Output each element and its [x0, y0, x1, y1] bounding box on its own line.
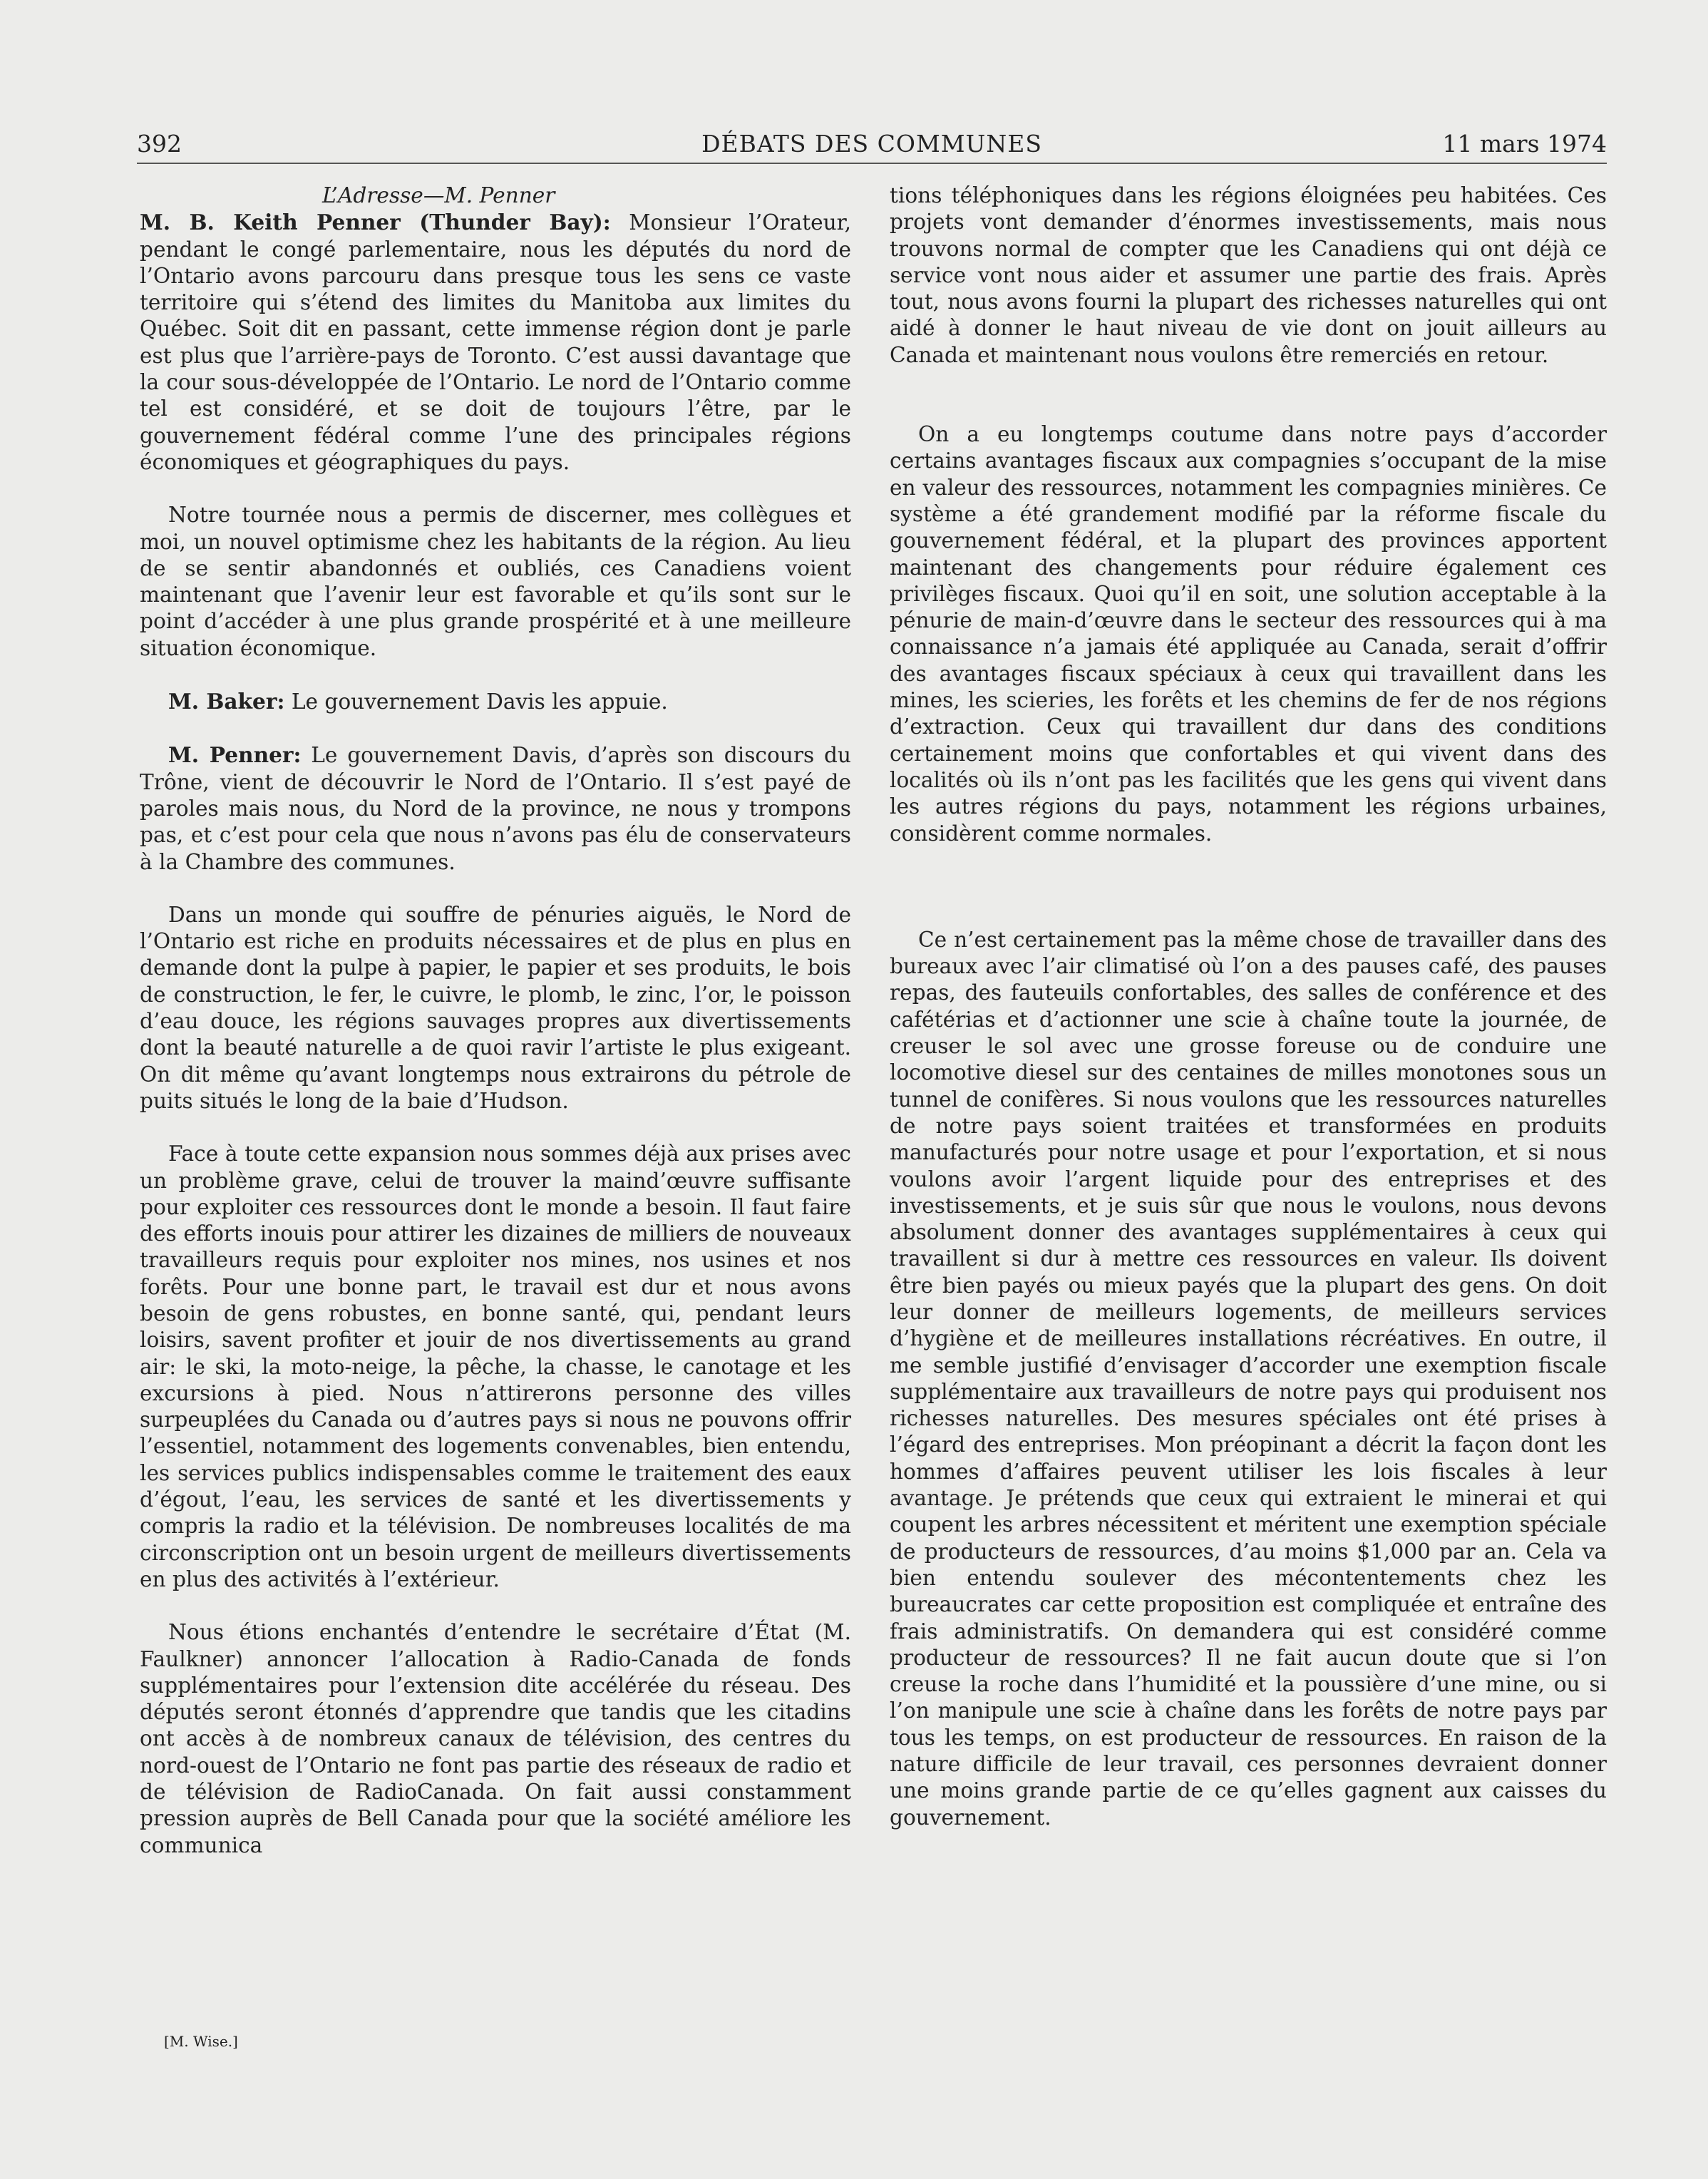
- paragraph: [140, 209, 851, 476]
- paragraph: [140, 742, 851, 875]
- paragraph: Dans un monde qui souffre de pénuries aiguës, le Nord de l’Ontario est riche en produits nécessaires et de plus en plus en demande dont la pulpe à papier, le papier et ses produits, le bois de construction, le fer, le cuivre, le plomb, le zinc, l’or, le poisson d’eau douce, les régions sauvages propres aux divertissements dont la beauté naturelle a de quoi ravir l’artiste le plus exigeant. On dit même qu’avant longtemps nous extrairons du pétrole de puits situés le long de la baie d’Hudson.: [140, 902, 851, 1113]
- publication-title: DÉBATS DES COMMUNES: [701, 130, 1042, 158]
- paragraph: Face à toute cette expansion nous sommes déjà aux prises avec un problème grave, celui de trouver la maind’œuvre suffisante pour exploiter ces ressources dont le monde a besoin. Il faut faire des efforts inouis pour attirer les dizaines de milliers de nouveaux travailleurs requis pour exploiter nos mines, nos usines et nos forêts. Pour une bonne part, le travail est dur et nous avons besoin de gens robustes, en bonne santé, qui, pendant leurs loisirs, savent profiter et jouir de nos divertissements au grand air: le ski, la moto-neige, la pêche, la chasse, le canotage et les excursions à pied. Nous n’attirerons personne des villes surpeuplées du Canada ou d’autres pays si nous ne pouvons offrir l’essentiel, notamment des logements convenables, bien entendu, les services publics indispensables comme le traitement des eaux d’égout, l’eau, les services de santé et les divertissements y compris la radio et la télévision. De nombreuses localités de ma circonscription ont un besoin urgent de meilleurs divertissements en plus des activités à l’extérieur.: [140, 1142, 851, 1591]
- publication-date: 11 mars 1974: [1442, 130, 1607, 158]
- paragraph: Nous étions enchantés d’entendre le secrétaire d’État (M. Faulkner) annoncer l’allocation à Radio-Canada de fonds supplémentaires pour l’extension dite accélérée du réseau. Des députés seront étonnés d’apprendre que tandis que les citadins ont accès à de nombreux canaux de télévision, des centres du nord-ouest de l’Ontario ne font pas partie des réseaux de radio et de télévision de RadioCanada. On fait aussi constamment pression auprès de Bell Canada pour que la société améliore les communica: [140, 1620, 851, 1857]
- paragraph: [140, 688, 851, 715]
- paragraph-text: Le gouvernement Davis, d’après son discours du Trône, vient de découvrir le Nord de l’Ontario. Il s’est payé de paroles mais nous, du Nord de la province, ne nous y trompons pas, et c’est pour cela que nous n’avons pas élu de conservateurs à la Chambre des communes.: [140, 743, 851, 874]
- footnote: [M. Wise.]: [164, 2033, 238, 2050]
- section-subheading: L’Adresse—M. Penner: [322, 183, 555, 207]
- left-column: [140, 183, 851, 1859]
- paragraph: On a eu longtemps coutume dans notre pays d’accorder certains avantages fiscaux aux compagnies s’occupant de la mise en valeur des ressources, notamment les compagnies minières. Ce système a été grandement modifié par la réforme fiscale du gouvernement fédéral, et la plupart des provinces apportent maintenant des changements pour réduire également ces privilèges fiscaux. Quoi qu’il en soit, une solution acceptable à la pénurie de main-d’œuvre dans le secteur des ressources qui à ma connaissance n’a jamais été appliquée au Canada, serait d’offrir des avantages fiscaux spéciaux à ceux qui travaillent dans les mines, les scieries, les forêts et les chemins de fer de nos régions d’extraction. Ceux qui travaillent dur dans des conditions certainement moins que confortables et qui vivent dans des localités où ils n’ont pas les facilités que les gens qui vivent dans les autres régions du pays, notamment les régions urbaines, considèrent comme normales.: [890, 422, 1607, 846]
- paragraph: tions téléphoniques dans les régions éloignées peu habitées. Ces projets vont demander d’énormes investissements, mais nous trouvons normal de compter que les Canadiens qui ont déjà ce service vont nous aider et assumer une partie des frais. Après tout, nous avons fourni la plupart des richesses naturelles qui ont aidé à donner le haut niveau de vie dont on jouit ailleurs au Canada et maintenant nous voulons être remerciés en retour.: [890, 183, 1607, 367]
- paragraph-text: Monsieur l’Orateur, pendant le congé parlementaire, nous les députés du nord de l’Ontario avons parcouru dans presque tous les sens ce vaste territoire qui s’étend des limites du Manitoba aux limites du Québec. Soit dit en passant, cette immense région dont je parle est plus que l’arrière-pays de Toronto. C’est aussi davantage que la cour sous-développée de l’Ontario. Le nord de l’Ontario comme tel est considéré, et se doit de toujours l’être, par le gouvernement fédéral comme l’une des principales régions économiques et géographiques du pays.: [140, 210, 851, 474]
- paragraph: Notre tournée nous a permis de discerner, mes collègues et moi, un nouvel optimisme chez les habitants de la région. Au lieu de se sentir abandonnés et oubliés, ces Canadiens voient maintenant que l’avenir leur est favorable et qu’ils sont sur le point d’accéder à une plus grande prospérité et à une meilleure situation économique.: [140, 503, 851, 660]
- speaker-name: M. B. Keith Penner (Thunder Bay):: [140, 210, 611, 235]
- page-number: 392: [137, 130, 182, 158]
- speaker-name: M. Penner:: [168, 742, 302, 768]
- paragraph-text: Le gouvernement Davis les appuie.: [284, 689, 668, 714]
- right-column: [890, 183, 1607, 1831]
- paragraph: Ce n’est certainement pas la même chose de travailler dans des bureaux avec l’air climatisé où l’on a des pauses café, des pauses repas, des fauteuils confortables, des salles de conférence et des cafétérias et d’actionner une scie à chaîne toute la journée, de creuser le sol avec une grosse foreuse ou de conduire une locomotive diesel sur des centaines de milles monotones sous un tunnel de conifères. Si nous voulons que les ressources naturelles de notre pays soient traitées et transformées en produits manufacturés pour notre usage et pour l’exportation, et si nous voulons avoir l’argent liquide pour des entreprises et des investissements, et je suis sûr que nous le voulons, nous devons absolument donner des avantages supplémentaires à ceux qui travaillent si dur à mettre ces ressources en valeur. Ils doivent être bien payés ou mieux payés que la plupart des gens. On doit leur donner de meilleurs logements, de meilleurs services d’hygiène et de meilleures installations récréatives. En outre, il me semble justifié d’envisager d’accorder une exemption fiscale supplémentaire aux travailleurs de notre pays qui produisent nos richesses naturelles. Des mesures spéciales ont été prises à l’égard des entreprises. Mon préopinant a décrit la façon dont les hommes d’affaires peuvent utiliser les lois fiscales à leur avantage. Je prétends que ceux qui extraient le minerai et qui coupent les arbres nécessitent et méritent une exemption spéciale de producteurs de ressources, d’au moins $1,000 par an. Cela va bien entendu soulever des mécontentements chez les bureaucrates car cette proposition est compliquée et entraîne des frais administratifs. On demandera qui est considéré comme producteur de ressources? Il ne fait aucun doute que si l’on creuse la roche dans l’humidité et la poussière d’une mine, ou si l’on manipule une scie à chaîne dans les forêts de notre pays par tous les temps, on est producteur de ressources. En raison de la nature difficile de leur travail, ces personnes devraient donner une moins grande partie de ce qu’elles gagnent aux caisses du gouvernement.: [890, 927, 1607, 1830]
- page-header: [137, 130, 1607, 164]
- speaker-name: M. Baker:: [168, 689, 285, 714]
